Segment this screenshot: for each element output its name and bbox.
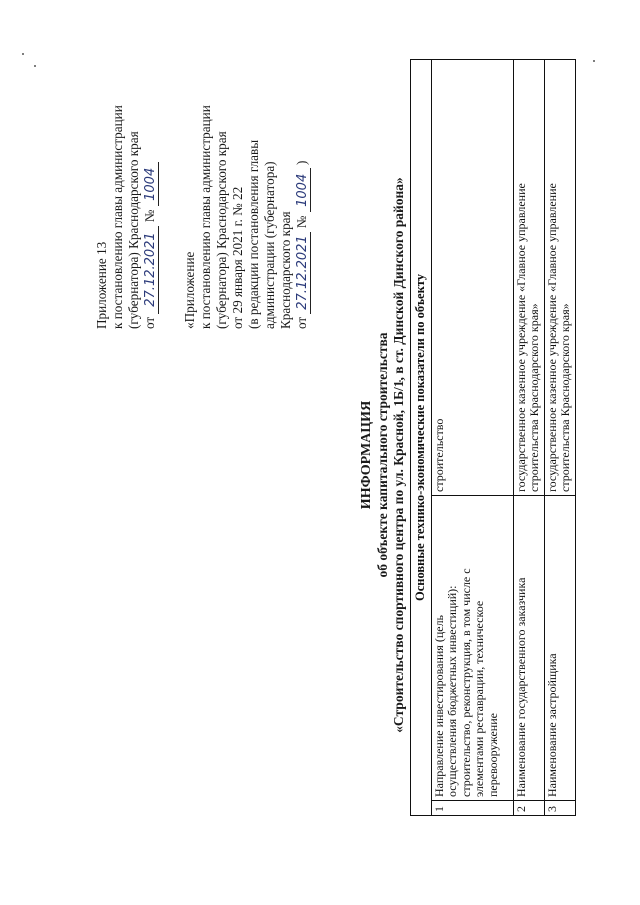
revision-date-handwritten: 27.12.2021 xyxy=(296,232,311,314)
row-label-line: перевооружение xyxy=(485,713,500,797)
revision-line-1: «Приложение xyxy=(182,251,197,329)
row-value xyxy=(544,60,575,496)
table-row xyxy=(431,60,513,816)
revision-date-line xyxy=(294,161,311,329)
row-label xyxy=(544,496,575,801)
object-name: «Строительство спортивного центра по ул. Красной, 1Б/1, в ст. Динской Динского района» xyxy=(391,177,406,733)
revision-line-5: (в редакции постановления главы xyxy=(246,139,261,329)
document-subheading: об объекте капитального строительства xyxy=(375,332,390,578)
appendix-date-line xyxy=(142,162,159,329)
revision-line-3: (губернатора) Краснодарского края xyxy=(214,131,229,329)
row-label-line: Наименование государственного заказчика xyxy=(513,577,528,797)
revision-line-7: Краснодарского края xyxy=(278,211,293,329)
row-label xyxy=(513,496,544,801)
section-header: Основные технико-экономические показатели по объекту xyxy=(411,60,432,816)
revision-number-handwritten: 1004 xyxy=(296,168,311,212)
appendix-from-label: от xyxy=(142,316,157,329)
row-number: 2 xyxy=(513,801,544,816)
appendix-number-label: № xyxy=(142,209,157,223)
scan-speck xyxy=(34,65,36,67)
appendix-number-handwritten: 1004 xyxy=(144,162,159,206)
table-section-header-row xyxy=(411,60,432,816)
row-value xyxy=(513,60,544,496)
document-heading: ИНФОРМАЦИЯ xyxy=(359,400,374,510)
row-number: 1 xyxy=(431,801,513,816)
revision-from-label: от xyxy=(294,316,309,329)
revision-close-paren: ) xyxy=(294,160,309,166)
row-label-line: строительство, реконструкция, в том числе с xyxy=(458,568,473,797)
row-value-line: строительства Краснодарского края» xyxy=(558,303,572,492)
revision-number-label: № xyxy=(294,215,309,229)
row-number: 3 xyxy=(544,801,575,816)
row-value-line: строительства Краснодарского края» xyxy=(527,303,541,492)
revision-line-4: от 29 января 2021 г. № 22 xyxy=(230,186,245,329)
row-label-line: элементами реставрации, техническое xyxy=(472,600,486,797)
table-row xyxy=(544,60,575,816)
row-value-line: государственное казенное учреждение «Главное управление xyxy=(544,183,559,492)
revision-line-2: к постановлению главы администрации xyxy=(198,105,213,329)
row-label-line: осуществления бюджетных инвестиций): xyxy=(445,585,459,797)
scan-speck xyxy=(22,53,24,55)
appendix-line-3: (губернатора) Краснодарского края xyxy=(126,131,141,329)
indicators-table xyxy=(410,59,576,816)
row-label-line: Направление инвестирования (цель xyxy=(431,614,446,797)
appendix-date-handwritten: 27.12.2021 xyxy=(144,226,159,314)
row-label-line: Наименование застройщика xyxy=(544,653,559,797)
row-value xyxy=(431,60,513,496)
scan-speck xyxy=(593,60,595,62)
table-row xyxy=(513,60,544,816)
appendix-line-1: Приложение 13 xyxy=(94,241,109,329)
revision-line-6: администрации (губернатора) xyxy=(262,161,277,329)
row-value-line: государственное казенное учреждение «Главное управление xyxy=(513,183,528,492)
row-value-line: строительство xyxy=(431,418,446,492)
appendix-line-2: к постановлению главы администрации xyxy=(110,105,125,329)
row-label xyxy=(431,496,513,801)
